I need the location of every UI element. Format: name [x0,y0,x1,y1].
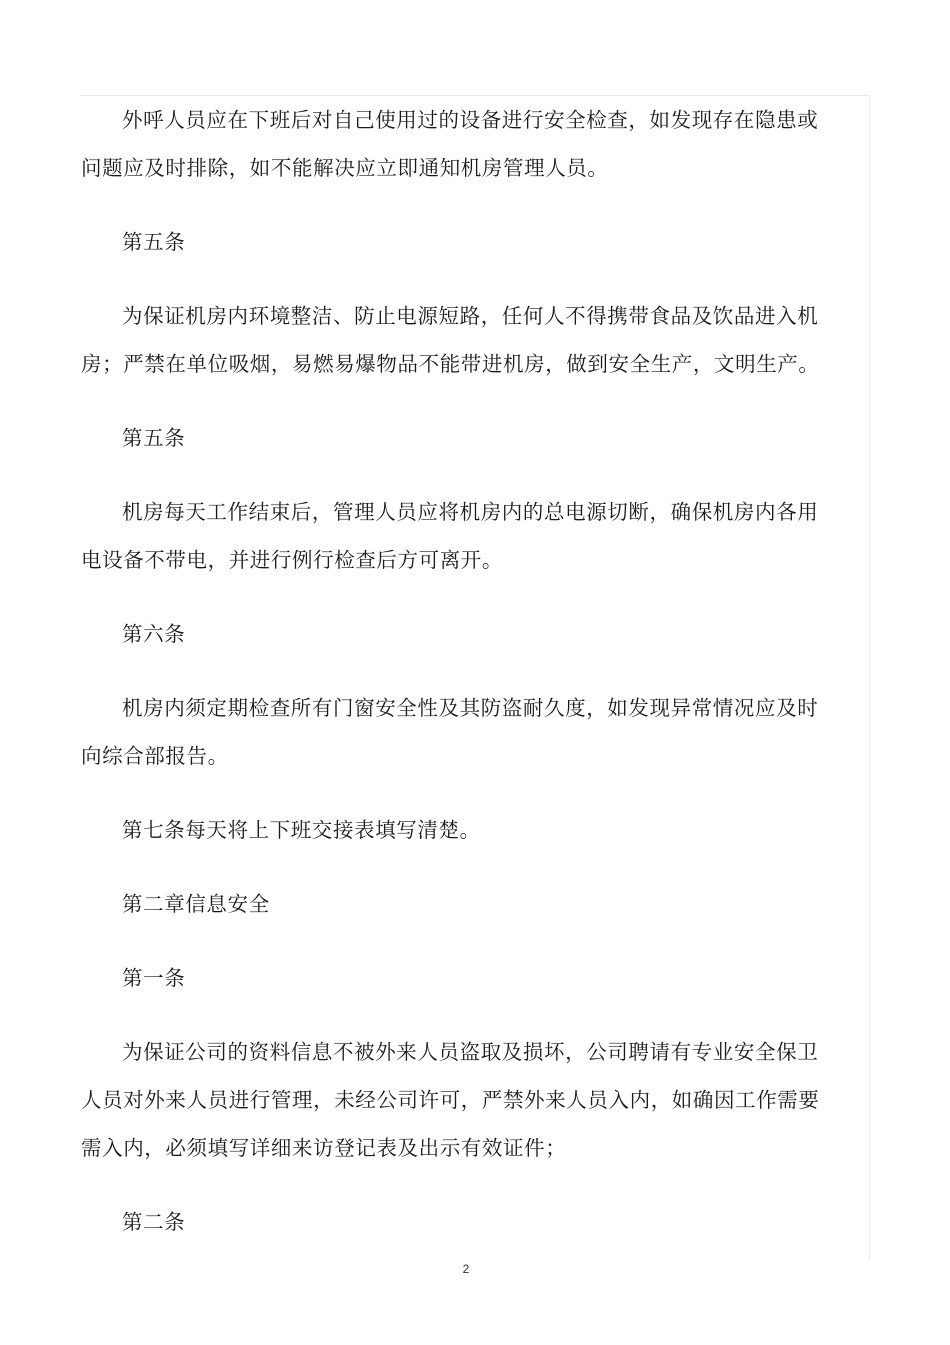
article-heading-2: 第二条 [122,1210,186,1234]
paragraph-equipment-check: 外呼人员应在下班后对自己使用过的设备进行安全检查，如发现存在隐患或问题应及时排除，如不能解决应立即通知机房管理人员。 [81,108,819,180]
document-body [81,96,821,1272]
article-heading-5a: 第五条 [122,230,186,254]
page-number: 2 [462,1262,470,1276]
paragraph-window-inspection: 机房内须定期检查所有门窗安全性及其防盗耐久度，如发现异常情况应及时向综合部报告。 [81,696,819,768]
article-heading-5b: 第五条 [122,426,186,450]
article-heading-7: 第七条每天将上下班交接表填写清楚。 [122,818,481,842]
paragraph-room-cleanliness: 为保证机房内环境整洁、防止电源短路，任何人不得携带食品及饮品进入机房；严禁在单位吸烟，易燃易爆物品不能带进机房，做到安全生产，文明生产。 [81,304,820,376]
paragraph-visitor-control: 为保证公司的资料信息不被外来人员盗取及损坏，公司聘请有专业安全保卫人员对外来人员进行管理，未经公司许可，严禁外来人员入内，如确因工作需要需入内，必须填写详细来访登记表及出示有效证件； [81,1040,820,1160]
article-heading-6: 第六条 [122,622,186,646]
paragraph-power-shutdown: 机房每天工作结束后，管理人员应将机房内的总电源切断，确保机房内各用电设备不带电，并进行例行检查后方可离开。 [81,500,819,572]
page-frame-right-border [869,95,870,1260]
article-heading-1: 第一条 [122,966,186,990]
chapter-heading-info-security: 第二章信息安全 [122,892,270,916]
